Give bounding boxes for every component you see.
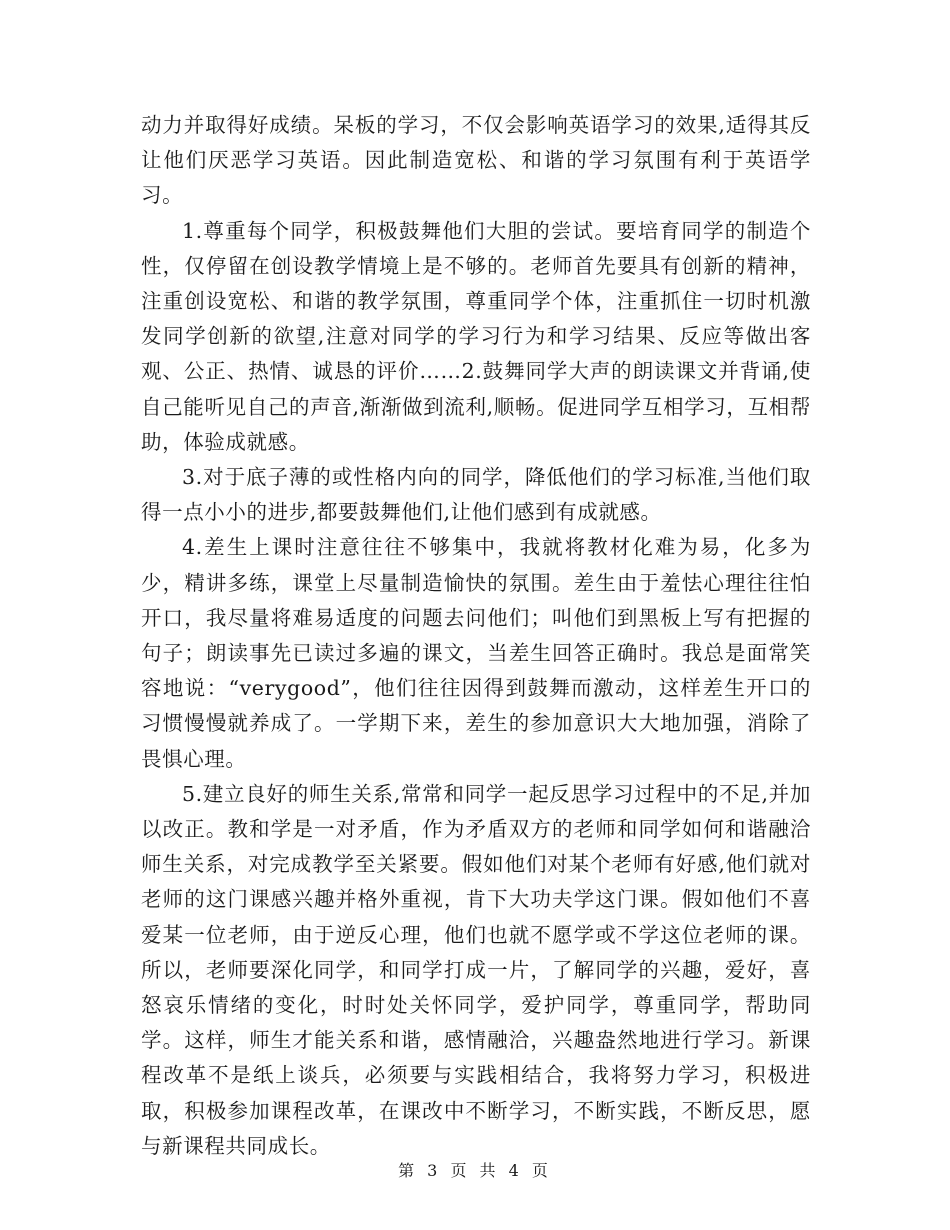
paragraph-item-3: 3.对于底子薄的或性格内向的同学，降低他们的学习标准,当他们取得一点小小的进步,都要鼓舞他们,让他们感到有成就感。 [141, 465, 811, 525]
paragraph-item-1-2: 1.尊重每个同学，积极鼓舞他们大胆的尝试。要培育同学的制造个性，仅停留在创设教学情境上是不够的。老师首先要具有创新的精神，注重创设宽松、和谐的教学氛围，尊重同学个体，注重抓住一切时机激发同学创新的欲望,注意对同学的学习行为和学习结果、反应等做出客观、公正、热情、诚恳的评价……2.鼓舞同学大声的朗读课文并背诵,使自己能听见自己的声音,渐渐做到流利,顺畅。促进同学互相学习，互相帮助，体验成就感。 [141, 218, 811, 454]
page-number-footer: 第 3 页 共 4 页 [398, 1161, 552, 1180]
paragraph-continuation: 动力并取得好成绩。呆板的学习，不仅会影响英语学习的效果,适得其反让他们厌恶学习英语。因此制造宽松、和谐的学习氛围有利于英语学习。 [141, 113, 811, 208]
body-text [141, 108, 811, 1164]
paragraph-item-5: 5.建立良好的师生关系,常常和同学一起反思学习过程中的不足,并加以改正。教和学是一对矛盾，作为矛盾双方的老师和同学如何和谐融洽师生关系，对完成教学至关紧要。假如他们对某个老师有好感,他们就对老师的这门课感兴趣并格外重视，肯下大功夫学这门课。假如他们不喜爱某一位老师，由于逆反心理，他们也就不愿学或不学这位老师的课。所以，老师要深化同学，和同学打成一片，了解同学的兴趣，爱好，喜怒哀乐情绪的变化，时时处关怀同学，爱护同学，尊重同学，帮助同学。这样，师生才能关系和谐，感情融洽，兴趣盎然地进行学习。新课程改革不是纸上谈兵，必须要与实践相结合，我将努力学习，积极进取，积极参加课程改革，在课改中不断学习，不断实践，不断反思，愿与新课程共同成长。 [141, 781, 811, 1158]
paragraph-item-4: 4.差生上课时注意往往不够集中，我就将教材化难为易，化多为少，精讲多练，课堂上尽量制造愉快的氛围。差生由于羞怯心理往往怕开口，我尽量将难易适度的问题去问他们；叫他们到黑板上写有把握的句子；朗读事先已读过多遍的课文，当差生回答正确时。我总是面常笑容地说：“verygood”，他们往往因得到鼓舞而激动，这样差生开口的习惯慢慢就养成了。一学期下来，差生的参加意识大大地加强，消除了畏惧心理。 [141, 535, 811, 771]
